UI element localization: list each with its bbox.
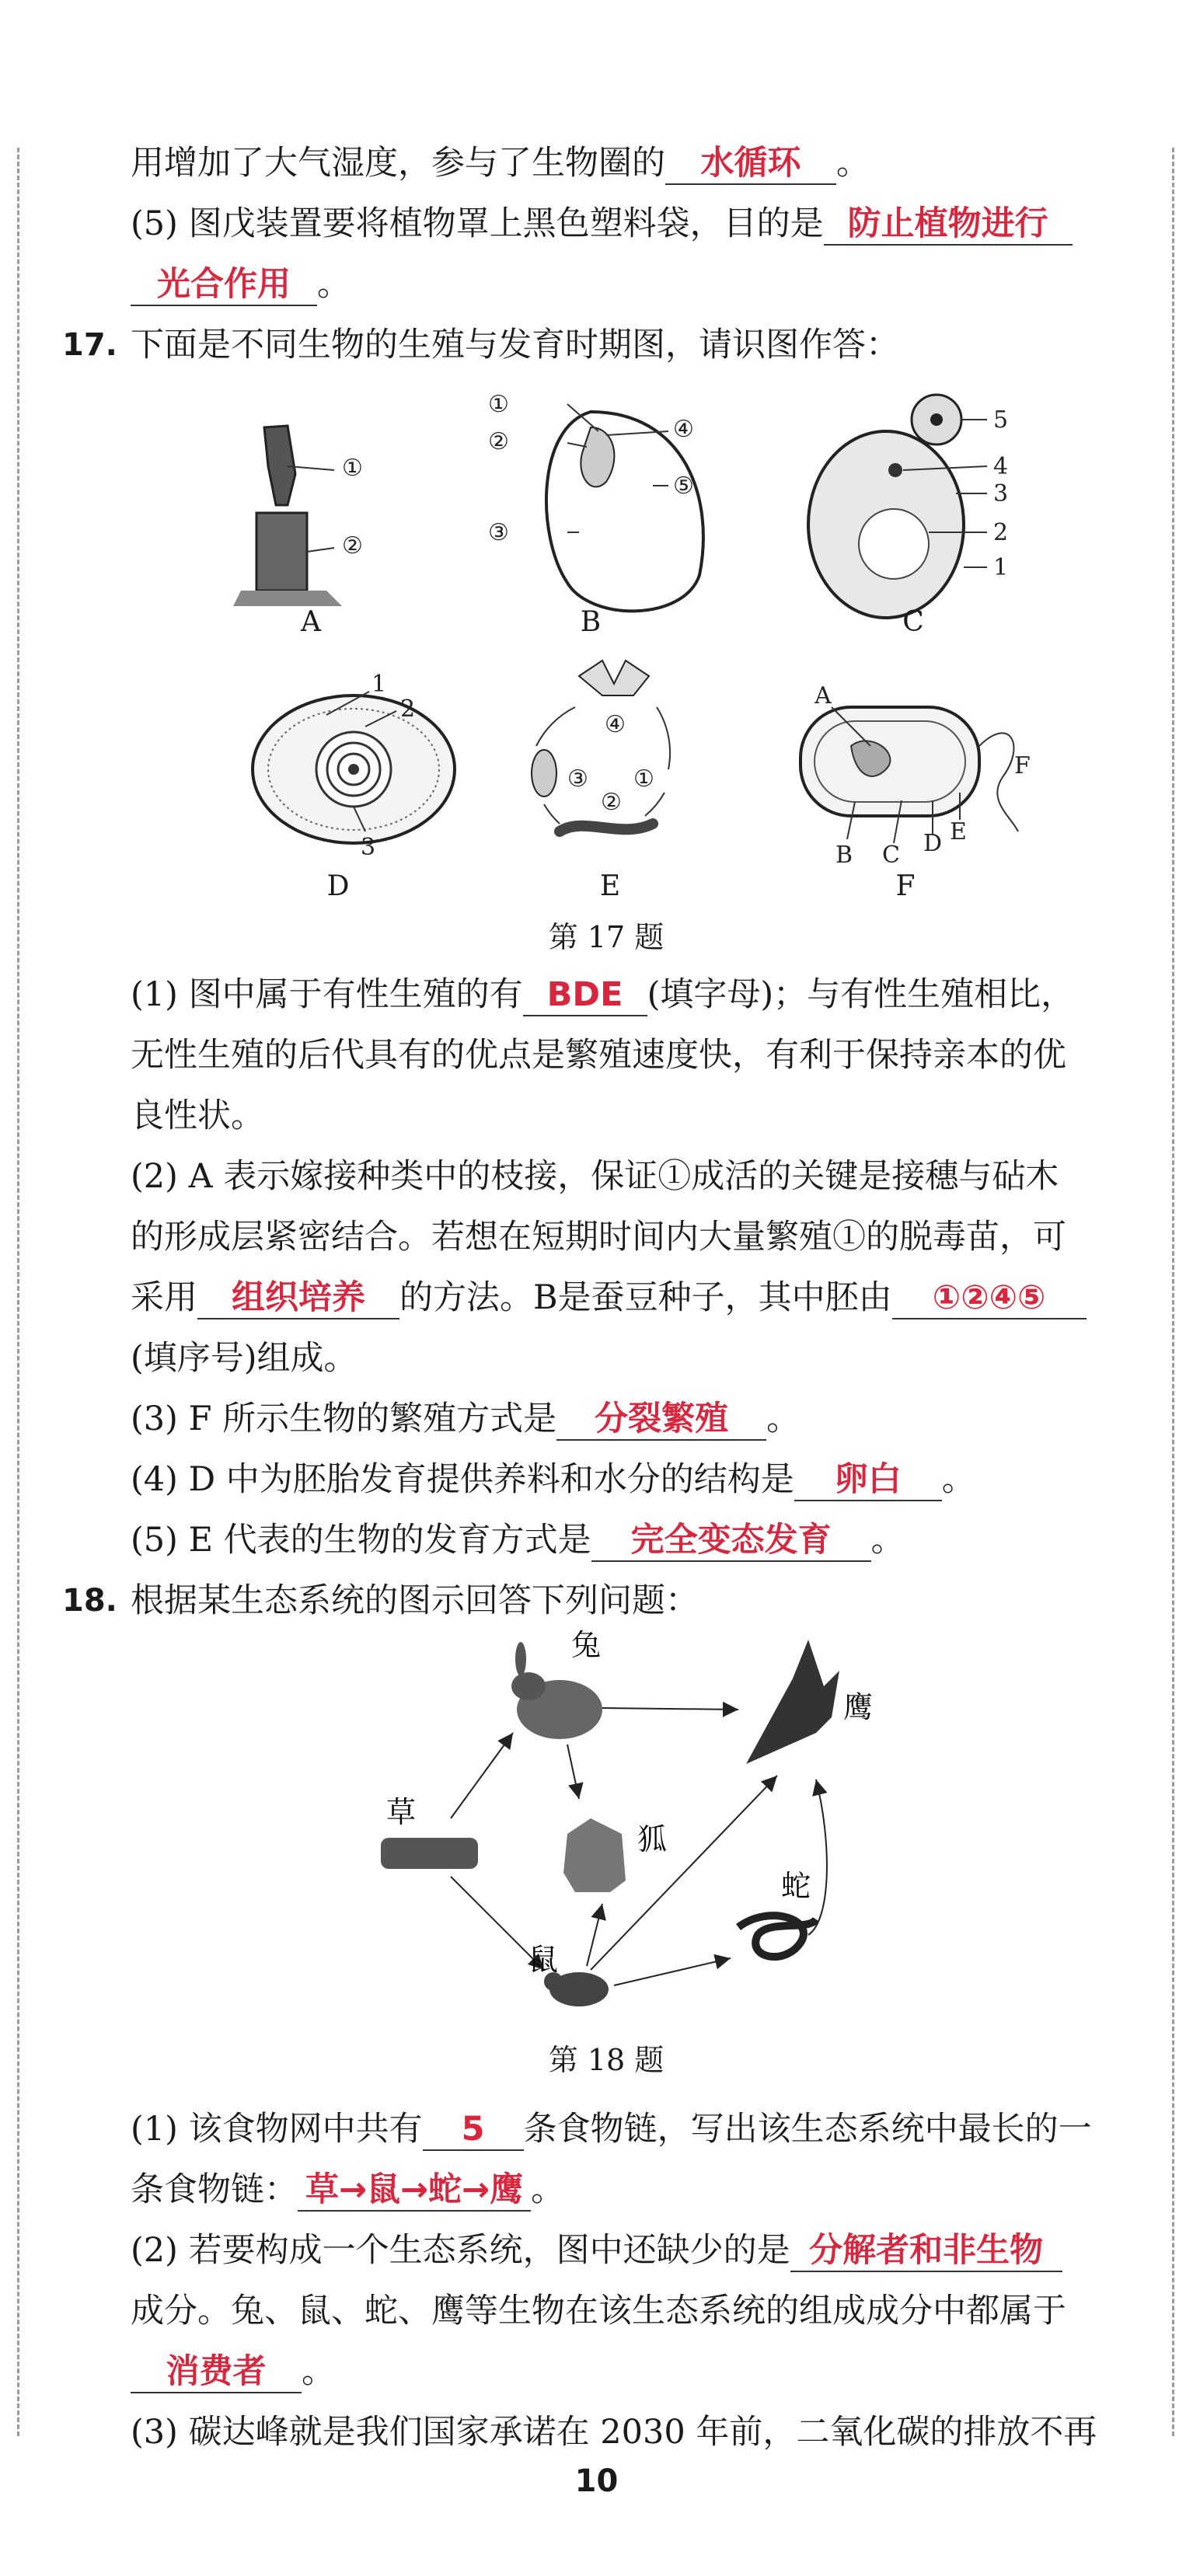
text-line: 成分。兔、鼠、蛇、鹰等生物在该生态系统的组成成分中都属于: [131, 2292, 1066, 2330]
q17-part4: [131, 1456, 975, 1503]
fig-f-mark-a: A: [815, 682, 832, 709]
fox-icon: [563, 1818, 626, 1892]
text: (填字母)；与有性生殖相比，: [647, 975, 1075, 1014]
fig-b-mark-5: ⑤: [673, 472, 694, 500]
text: 用增加了大气湿度，参与了生物圈的: [131, 144, 665, 183]
question-number: 17.: [62, 327, 117, 363]
fig-f-mark-e: E: [950, 818, 967, 845]
figure-c-yeast: [808, 395, 1008, 618]
text: 条食物链：: [131, 2170, 298, 2209]
q17-part3: [131, 1396, 800, 1442]
text-line: [131, 140, 870, 186]
answer-blank: 卵白: [794, 1459, 942, 1501]
figure-label-f: F: [895, 870, 916, 902]
fig-c-mark-2: 2: [993, 519, 1009, 546]
text-line: 无性生殖的后代具有的优点是繁殖速度快，有利于保持亲本的优: [131, 1036, 1066, 1075]
q17-part2: (2) A 表示嫁接种类中的枝接，保证①成活的关键是接穗与砧木: [131, 1157, 1059, 1196]
figure-label-c: C: [902, 606, 924, 638]
fig-f-mark-c: C: [882, 842, 900, 869]
figure-label-a: A: [301, 606, 321, 638]
figure-caption: 第 18 题: [548, 2043, 665, 2077]
text-line: [131, 2166, 564, 2213]
page-number: 10: [574, 2463, 619, 2499]
text: 。: [317, 265, 351, 304]
fig-a-mark-1: ①: [342, 455, 363, 482]
fig-a-mark-2: ②: [342, 532, 363, 559]
text: (1) 图中属于有性生殖的有: [131, 975, 523, 1014]
label-mouse: 鼠: [528, 1943, 559, 1977]
label-fox: 狐: [637, 1822, 668, 1856]
answer-blank: 水循环: [665, 143, 836, 185]
label-rabbit: 兔: [571, 1628, 602, 1662]
label-eagle: 鹰: [843, 1690, 874, 1724]
text: 。: [766, 1400, 801, 1438]
figure-b-seed: [488, 391, 703, 611]
figure-d-egg: [253, 671, 455, 861]
question-number: 18.: [62, 1583, 117, 1619]
fig-e-mark-4: ④: [605, 711, 626, 738]
text-line: 的形成层紧密结合。若想在短期时间内大量繁殖①的脱毒苗，可: [131, 1218, 1066, 1257]
text: (1) 该食物网中共有: [131, 2110, 423, 2149]
answer-blank: 消费者: [131, 2351, 302, 2393]
fig-b-mark-1: ①: [488, 391, 509, 418]
text-line: [131, 2348, 335, 2395]
mouse-icon: [544, 1972, 609, 2006]
text-line: [131, 1274, 1087, 1321]
answer-blank: 5: [423, 2109, 524, 2151]
grass-icon: [381, 1838, 478, 1869]
text: (5) E 代表的生物的发育方式是: [131, 1521, 591, 1560]
figure-a-grafting: [233, 426, 363, 606]
figure-label-b: B: [580, 606, 602, 638]
question-stem: 下面是不同生物的生殖与发育时期图，请识图作答：: [131, 326, 899, 364]
text-line: 良性状。: [131, 1096, 264, 1135]
label-snake: 蛇: [781, 1869, 811, 1903]
figure-f-bacterium: [801, 682, 1031, 869]
text: 采用: [131, 1278, 197, 1317]
fig-d-mark-1: 1: [372, 671, 387, 698]
figure-caption: 第 17 题: [548, 920, 665, 954]
answer-blank: 分裂繁殖: [556, 1399, 766, 1441]
fig-e-mark-2: ②: [601, 789, 622, 816]
text-line: [131, 261, 351, 308]
answer-blank: 完全变态发育: [591, 1520, 871, 1562]
answer-blank: 分解者和非生物: [790, 2230, 1062, 2272]
fig-b-mark-3: ③: [488, 519, 509, 546]
fig-d-mark-2: 2: [400, 695, 416, 723]
fig-c-mark-1: 1: [993, 554, 1009, 581]
fig-b-mark-4: ④: [673, 416, 694, 443]
fig-f-mark-d: D: [923, 830, 943, 857]
figure-label-e: E: [599, 870, 621, 902]
text: 。: [870, 1521, 905, 1560]
answer-blank: BDE: [523, 974, 647, 1016]
text: 条食物链，写出该生态系统中最长的一: [523, 2110, 1092, 2149]
fig-e-mark-3: ③: [567, 765, 588, 793]
label-grass: 草: [386, 1795, 417, 1829]
text: (4) D 中为胚胎发育提供养料和水分的结构是: [131, 1460, 794, 1499]
text: 。: [531, 2170, 565, 2209]
fig-e-mark-1: ①: [633, 765, 654, 793]
figure-label-d: D: [326, 870, 350, 902]
text: 。: [836, 144, 870, 183]
answer-blank: 组织培养: [197, 1278, 399, 1319]
text: (3) F 所示生物的繁殖方式是: [131, 1400, 557, 1438]
fig-f-mark-b: B: [835, 842, 853, 869]
answer-blank: 光合作用: [131, 264, 317, 306]
figure-18-food-web: [0, 1624, 1193, 2059]
text: 。: [941, 1460, 975, 1499]
answer-blank: ①②④⑤: [892, 1278, 1087, 1319]
text: 的方法。B是蚕豆种子，其中胚由: [399, 1278, 892, 1317]
q18-part2: [131, 2227, 1062, 2274]
fig-c-mark-5: 5: [993, 406, 1009, 434]
text: (5) 图戊装置要将植物罩上黑色塑料袋，目的是: [131, 204, 824, 243]
q17-part5: [131, 1517, 905, 1563]
fig-d-mark-3: 3: [361, 834, 376, 861]
q18-part3: (3) 碳达峰就是我们国家承诺在 2030 年前，二氧化碳的排放不再: [131, 2413, 1097, 2452]
q17-part1: [131, 971, 1074, 1018]
snake-icon: [738, 1915, 816, 1957]
question-16-5: [131, 200, 1073, 247]
answer-blank: 草→鼠→蛇→鹰: [298, 2170, 531, 2212]
fig-b-mark-2: ②: [488, 428, 509, 455]
figure-e-moth-cycle: [532, 661, 670, 831]
fig-c-mark-4: 4: [993, 453, 1009, 480]
answer-blank: 防止植物进行: [824, 204, 1073, 246]
eagle-icon: [746, 1640, 839, 1764]
fig-f-mark-f: F: [1014, 752, 1031, 779]
fig-c-mark-3: 3: [993, 480, 1009, 507]
q18-part1: [131, 2106, 1092, 2152]
text: (2) 若要构成一个生态系统，图中还缺少的是: [131, 2231, 790, 2270]
text-line: (填序号)组成。: [131, 1339, 358, 1378]
text: 。: [302, 2352, 335, 2391]
question-stem: 根据某生态系统的图示回答下列问题：: [131, 1581, 699, 1620]
